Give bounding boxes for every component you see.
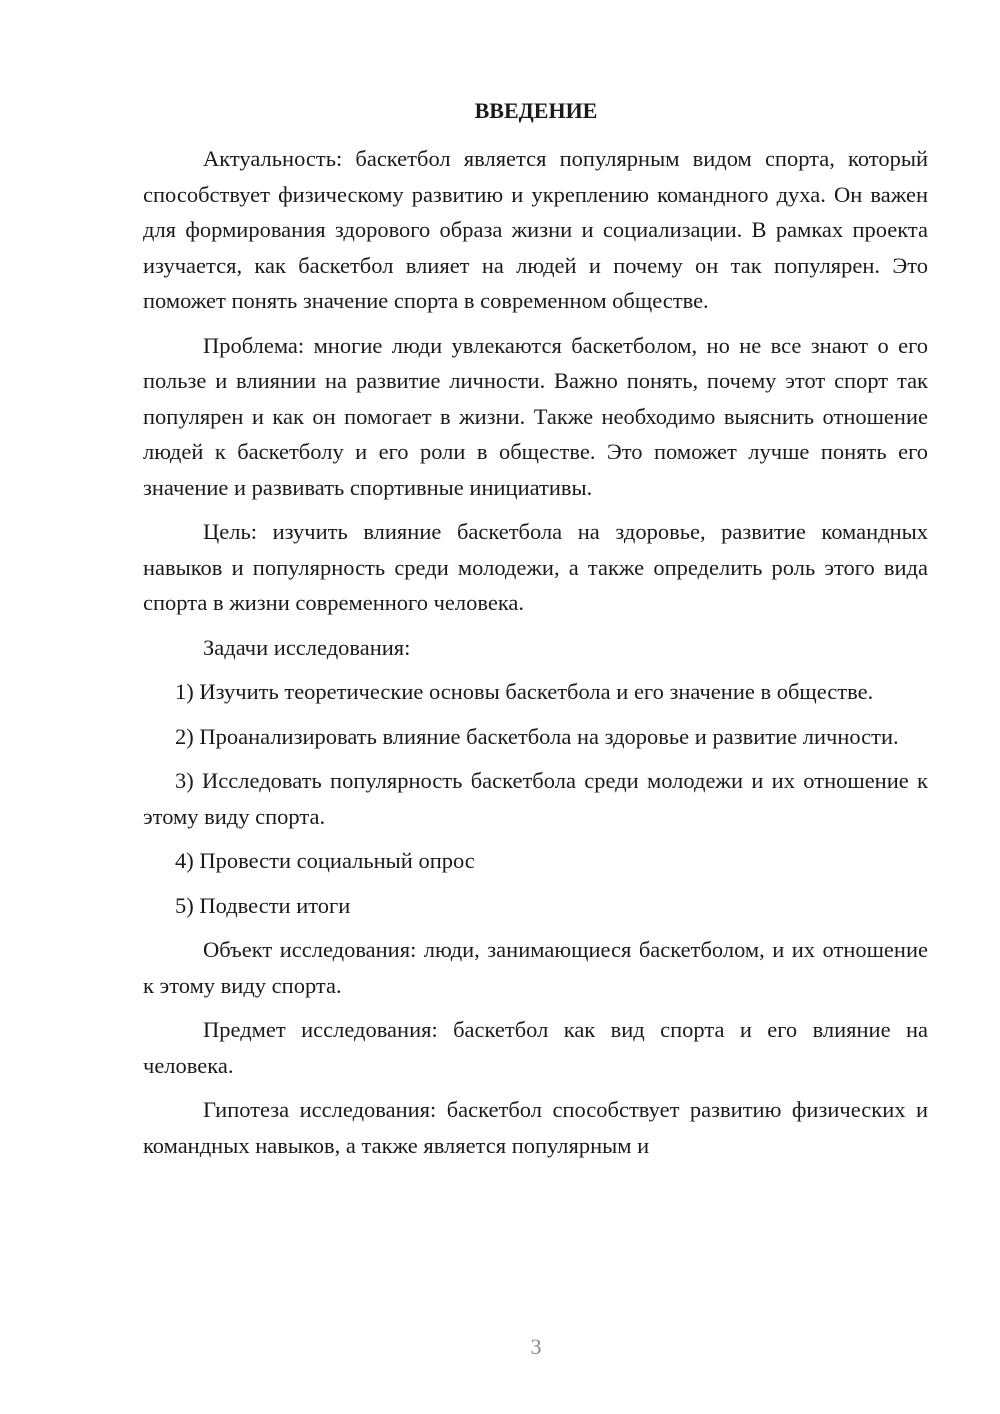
- paragraph-problem: Проблема: многие люди увлекаются баскетболом, но не все знают о его пользе и влиянии на развитие личности. Важно понять, почему этот спорт так популярен и как он помогает в жизни. Также необходимо выяснить отношение людей к баскетболу и его роли в обществе. Это поможет лучше понять его значение и развивать спортивные инициативы.: [143, 332, 928, 500]
- task-item-3: 3) Исследовать популярность баскетбола среди молодежи и их отношение к этому виду спорта.: [143, 768, 928, 829]
- page-number: 3: [530, 1334, 542, 1359]
- page-title: ВВЕДЕНИЕ: [474, 98, 598, 123]
- paragraph-subject: Предмет исследования: баскетбол как вид спорта и его влияние на человека.: [143, 1017, 928, 1078]
- task-item-5: 5) Подвести итоги: [175, 892, 351, 918]
- paragraph-hypothesis: Гипотеза исследования: баскетбол способствует развитию физических и командных навыков, а также является популярным и: [143, 1097, 928, 1158]
- tasks-heading: Задачи исследования:: [203, 634, 411, 660]
- task-item-1: 1) Изучить теоретические основы баскетбола и его значение в обществе.: [175, 679, 874, 704]
- paragraph-relevance: Актуальность: баскетбол является популярным видом спорта, который способствует физическому развитию и укреплению командного духа. Он важен для формирования здорового образа жизни и социализации. В рамках проекта изучается, как баскетбол влияет на людей и почему он так популярен. Это поможет понять значение спорта в современном обществе.: [143, 146, 928, 313]
- paragraph-goal: Цель: изучить влияние баскетбола на здоровье, развитие командных навыков и популярность среди молодежи, а также определить роль этого вида спорта в жизни современного человека.: [143, 519, 928, 615]
- paragraph-object: Объект исследования: люди, занимающиеся баскетболом, и их отношение к этому виду спорта.: [143, 937, 928, 998]
- document-body: [143, 141, 928, 1172]
- task-item-4: 4) Провести социальный опрос: [175, 848, 475, 873]
- task-item-2: 2) Проанализировать влияние баскетбола на здоровье и развитие личности.: [175, 723, 899, 749]
